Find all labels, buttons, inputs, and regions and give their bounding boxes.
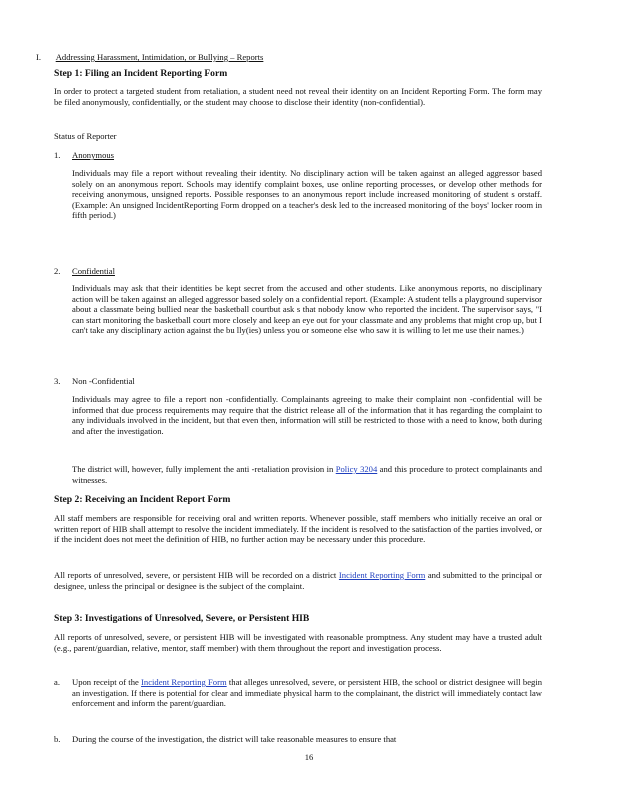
step3-heading: Step 3: Investigations of Unresolved, Severe, or Persistent HIB bbox=[54, 613, 310, 624]
item-nonconfidential-text: Individuals may agree to file a report non -confidentially. Complainants agreeing to make their complaint non -confidential will be informed that due process requirements may require that the district release all of the information that it has regarding the complaint to any individuals involved in the incident, but that even then, information will still be restricted to those with a need to know, both during and after the investigation. bbox=[72, 394, 542, 436]
policy-link[interactable]: Policy 3204 bbox=[335, 464, 378, 474]
step1-heading: Step 1: Filing an Incident Reporting Form bbox=[54, 68, 228, 79]
page-number: 16 bbox=[304, 752, 314, 762]
para-text-end: and submitted to the principal or designee, unless the principal or designee is the subject of the complaint. bbox=[54, 570, 542, 591]
item-number: 3. bbox=[54, 376, 61, 386]
step3-item-a-text bbox=[72, 677, 542, 709]
step2-paragraph-2 bbox=[54, 570, 542, 591]
step3-item-b-marker: b. bbox=[54, 734, 61, 744]
item-nonconfidential-heading bbox=[54, 376, 135, 386]
step3-item-a-marker: a. bbox=[54, 677, 60, 687]
section-number: I. bbox=[36, 52, 42, 62]
status-of-reporter-label: Status of Reporter bbox=[54, 131, 117, 141]
item-text: Upon receipt of the bbox=[72, 677, 139, 687]
closing-text-end: and this procedure to protect complainants and witnesses. bbox=[72, 464, 542, 485]
item-title: Confidential bbox=[72, 266, 115, 276]
incident-reporting-form-link[interactable]: Incident Reporting Form bbox=[141, 677, 227, 687]
step2-heading: Step 2: Receiving an Incident Report Form bbox=[54, 494, 231, 505]
closing-text: The district will, however, fully implement the anti -retaliation provision in bbox=[72, 464, 334, 474]
step2-paragraph-1: All staff members are responsible for receiving oral and written reports. Whenever possible, staff members who initially receive an oral or written report of HIB shall attempt to resolve the incident immediately. If the incident is resolved to the satisfaction of the parties involved, or if the incident does not meet the definition of HIB, no further action may be necessary under this procedure. bbox=[54, 513, 542, 545]
para-text: All reports of unresolved, severe, or persistent HIB will be recorded on a district bbox=[54, 570, 337, 580]
item-number: 2. bbox=[54, 266, 61, 276]
incident-reporting-form-link[interactable]: Incident Reporting Form bbox=[338, 570, 426, 580]
step1-closing bbox=[72, 464, 542, 485]
step3-paragraph-1: All reports of unresolved, severe, or persistent HIB will be investigated with reasonable promptness. Any student may have a trusted adult (e.g., parent/guardian, relative, mentor, staff member) with them throughout the report and investigation process. bbox=[54, 632, 542, 653]
item-text-end: that alleges unresolved, severe, or persistent HIB, the school or district designee will begin an investigation. If there is potential for clear and immediate physical harm to the complainant, the district will immediately contact law enforcement and inform the parent/guardian. bbox=[72, 677, 543, 709]
item-title: Non -Confidential bbox=[72, 376, 135, 386]
section-title: Addressing Harassment, Intimidation, or Bullying – Reports bbox=[55, 52, 264, 62]
step1-intro: In order to protect a targeted student from retaliation, a student need not reveal their identity on an Incident Reporting Form. The form may be filed anonymously, confidentially, or the student may choose to disclose their identity (non-confidential). bbox=[54, 86, 542, 107]
step3-item-b-text: During the course of the investigation, the district will take reasonable measures to ensure that bbox=[72, 734, 397, 744]
section-heading bbox=[36, 52, 263, 62]
item-confidential-text: Individuals may ask that their identities be kept secret from the accused and other students. Like anonymous reports, no disciplinary action will be taken against an alleged aggressor based solely on a confidential report. (Example: A student tells a playground supervisor about a classmate being bullied near the basketball courtbut ask s that nobody know who reported the incident. The supervisor says, "I can start monitoring the basketball court more closely and keep an eye out for your classmate and any problems that might crop up, but I can't take any disciplinary action against the bu lly(ies) unless you or someone else who saw it is willing to let me use their names.) bbox=[72, 283, 542, 336]
item-title: Anonymous bbox=[72, 150, 115, 160]
item-confidential-heading bbox=[54, 266, 115, 276]
item-number: 1. bbox=[54, 150, 61, 160]
item-anonymous-text: Individuals may file a report without revealing their identity. No disciplinary action will be taken against an alleged aggressor based solely on an anonymous report. Schools may identify complaint boxes, use online reporting processes, or develop other methods for receiving anonymous, unsigned reports. Possible responses to an anonymous report include increased monitoring of student s orstaff. (Example: An unsigned IncidentReporting Form dropped on a teacher's desk led to the increased monitoring of the boys' locker room in fifth period.) bbox=[72, 168, 542, 221]
item-anonymous-heading bbox=[54, 150, 114, 160]
